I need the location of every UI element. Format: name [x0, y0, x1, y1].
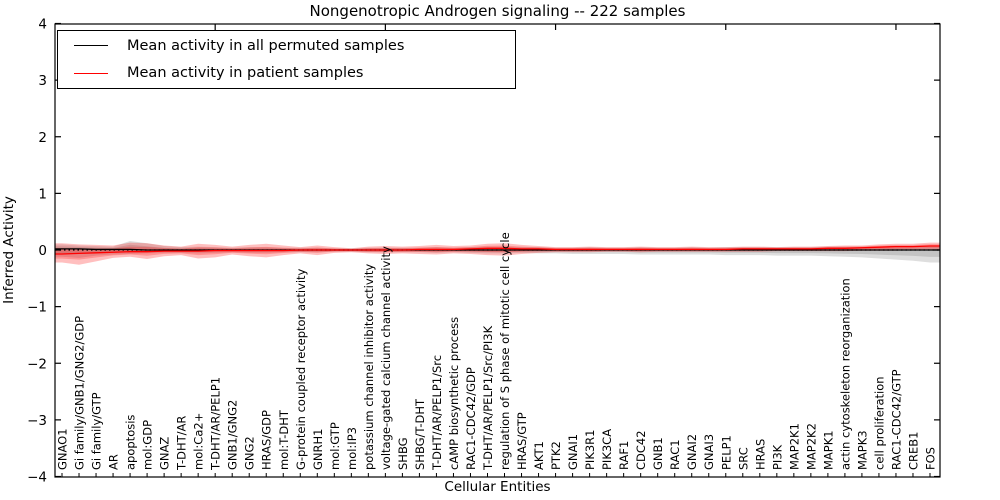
y-tick-label: 4: [38, 16, 47, 33]
x-category-label: potassium channel inhibitor activity: [361, 263, 376, 470]
x-category-label: mol:GTP: [327, 422, 342, 470]
legend-label-permuted: Mean activity in all permuted samples: [127, 37, 405, 54]
x-category-label: SHBG: [395, 437, 410, 470]
permuted-line-sample: [74, 45, 108, 46]
x-category-label: AR: [106, 454, 121, 470]
x-category-label: T-DHT/AR/PELP1: [208, 376, 223, 470]
y-tick-label: 3: [38, 73, 47, 90]
x-category-label: GNAI2: [685, 433, 700, 470]
x-category-label: PIK3CA: [600, 428, 615, 470]
x-category-label: RAC1-CDC42/GDP: [463, 367, 478, 470]
x-category-label: MAP2K2: [804, 423, 819, 470]
x-category-label: T-DHT/AR: [174, 415, 189, 470]
x-category-label: GNAZ: [157, 436, 172, 470]
x-category-label: PI3K: [770, 444, 785, 470]
x-category-label: actin cytoskeleton reorganization: [838, 278, 853, 470]
x-category-label: mol:IP3: [344, 427, 359, 470]
x-category-label: PELP1: [719, 435, 734, 470]
x-category-label: cAMP biosynthetic process: [446, 316, 461, 470]
x-category-label: MAP2K1: [787, 423, 802, 470]
x-category-label: SRC: [736, 447, 751, 470]
y-tick-label: −4: [27, 469, 47, 486]
x-category-label: AKT1: [532, 441, 547, 470]
x-category-label: CREB1: [906, 431, 921, 470]
x-category-label: MAPK1: [821, 430, 836, 470]
y-tick-label: −3: [27, 412, 47, 429]
x-category-label: T-DHT/AR/PELP1/Src: [429, 354, 444, 470]
legend-entry-patient: [58, 60, 515, 86]
x-category-label: HRAS: [753, 438, 768, 470]
x-category-label: RAF1: [617, 440, 632, 470]
y-tick-label: 0: [38, 243, 47, 259]
chart-title: Nongenotropic Androgen signaling -- 222 samples: [309, 2, 686, 20]
x-category-label: cell proliferation: [872, 376, 887, 470]
x-category-label: FOS: [923, 447, 938, 470]
x-category-label: mol:T-DHT: [276, 410, 291, 470]
x-category-label: HRAS/GDP: [259, 410, 274, 470]
y-axis-label: Inferred Activity: [1, 196, 17, 304]
x-category-label: PIK3R1: [583, 429, 598, 470]
x-category-label: Gi family/GNB1/GNG2/GDP: [72, 315, 87, 470]
x-category-label: SHBG/T-DHT: [412, 398, 427, 470]
x-category-label: GNB1/GNG2: [225, 399, 240, 470]
x-category-label: mol:GDP: [140, 419, 155, 470]
x-category-label: MAPK3: [855, 430, 870, 470]
legend: [57, 30, 516, 89]
x-category-label: GNAI1: [566, 433, 581, 470]
patient-line-sample: [74, 73, 108, 74]
legend-label-patient: Mean activity in patient samples: [127, 65, 364, 82]
x-category-label: GNAO1: [55, 428, 70, 470]
x-category-label: regulation of S phase of mitotic cell cycle: [498, 232, 513, 470]
x-category-label: GNB1: [651, 437, 666, 470]
x-category-label: T-DHT/AR/PELP1/Src/PI3K: [480, 325, 495, 470]
x-axis-label: Cellular Entities: [444, 479, 551, 495]
x-category-label: RAC1-CDC42/GTP: [889, 369, 904, 470]
y-tick-label: −2: [27, 356, 47, 373]
y-tick-label: −1: [27, 299, 47, 316]
x-category-label: HRAS/GTP: [515, 412, 530, 470]
x-category-label: voltage-gated calcium channel activity: [378, 246, 393, 470]
x-category-label: RAC1: [668, 439, 683, 470]
x-category-label: Gi family/GTP: [89, 392, 104, 470]
x-category-label: GNRH1: [310, 428, 325, 470]
x-category-label: G-protein coupled receptor activity: [293, 268, 308, 470]
y-tick-label: 1: [38, 186, 47, 203]
x-category-label: GNG2: [242, 436, 257, 470]
x-category-label: mol:Ca2+: [191, 412, 206, 470]
y-tick-label: 2: [38, 129, 47, 146]
x-category-label: CDC42: [634, 430, 649, 470]
x-category-label: apoptosis: [123, 414, 138, 470]
x-category-label: PTK2: [549, 441, 564, 470]
legend-entry-permuted: [58, 33, 515, 59]
x-category-label: GNAI3: [702, 433, 717, 470]
